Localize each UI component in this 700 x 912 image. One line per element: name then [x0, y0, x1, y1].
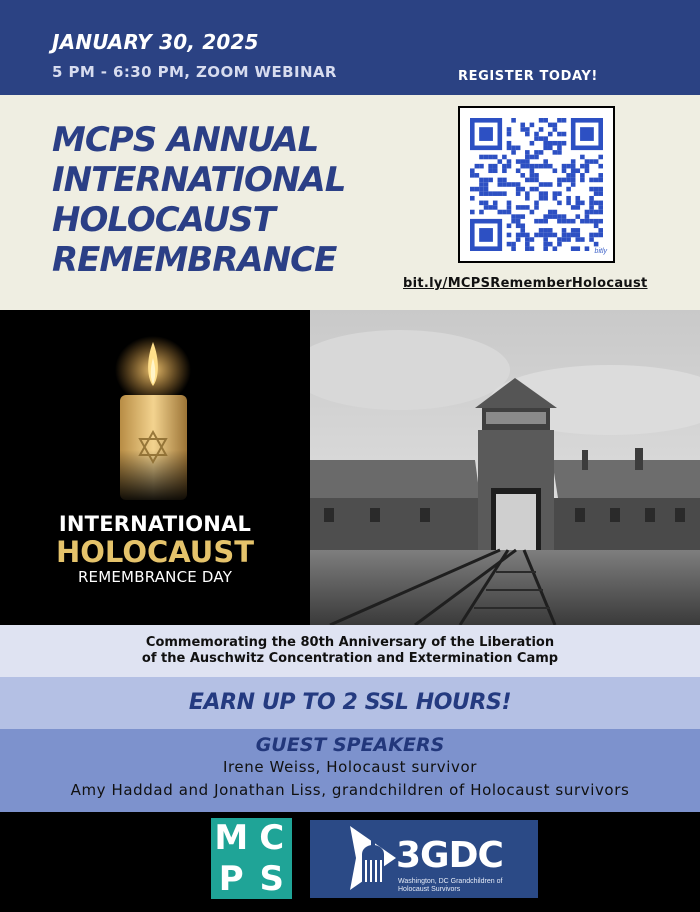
ihrd-line-3: REMEMBRANCE DAY	[77, 568, 233, 586]
title-line: HOLOCAUST	[52, 200, 275, 240]
auschwitz-gate-icon	[310, 310, 700, 625]
mcps-letter: M	[214, 818, 249, 858]
ihrd-line-1: INTERNATIONAL	[58, 512, 252, 536]
qr-code[interactable]	[458, 106, 615, 263]
speakers-heading: GUEST SPEAKERS	[255, 734, 445, 756]
registration-link[interactable]: bit.ly/MCPSRememberHolocaust	[403, 276, 648, 291]
bitly-mark: bitly	[594, 248, 607, 255]
mcps-logo	[211, 818, 292, 899]
event-time: 5 PM - 6:30 PM, ZOOM WEBINAR	[52, 63, 337, 81]
candle-icon	[0, 310, 310, 510]
commemoration-line-1: Commemorating the 80th Anniversary of the Liberation	[145, 635, 555, 650]
register-label: REGISTER TODAY!	[458, 69, 598, 84]
qr-code-icon	[470, 118, 603, 251]
guest-speakers-section	[0, 729, 700, 812]
speaker-line: Amy Haddad and Jonathan Liss, grandchildren of Holocaust survivors	[70, 781, 630, 799]
3gdc-subtitle: Washington, DC Grandchildren of Holocaust Survivors	[398, 878, 503, 893]
event-date: JANUARY 30, 2025	[52, 30, 259, 54]
auschwitz-gate-image	[310, 310, 700, 625]
ihrd-logo-text	[0, 512, 310, 586]
commemoration-line-2: of the Auschwitz Concentration and Extermination Camp	[141, 651, 559, 666]
title-line: MCPS ANNUAL	[52, 120, 319, 160]
speaker-line: Irene Weiss, Holocaust survivor	[222, 758, 478, 776]
event-title	[52, 120, 382, 280]
mcps-letter: C	[259, 818, 285, 858]
capitol-dome-icon	[310, 820, 400, 898]
ihrd-line-2: HOLOCAUST	[55, 535, 255, 569]
commemoration-band	[0, 625, 700, 677]
mcps-letter: S	[259, 858, 284, 899]
mcps-letter: P	[218, 858, 244, 899]
3gdc-text: 3GDC	[396, 835, 503, 876]
title-line: INTERNATIONAL	[52, 160, 346, 200]
title-line: REMEMBRANCE	[52, 240, 337, 280]
ssl-hours-banner: EARN UP TO 2 SSL HOURS!	[0, 677, 700, 729]
